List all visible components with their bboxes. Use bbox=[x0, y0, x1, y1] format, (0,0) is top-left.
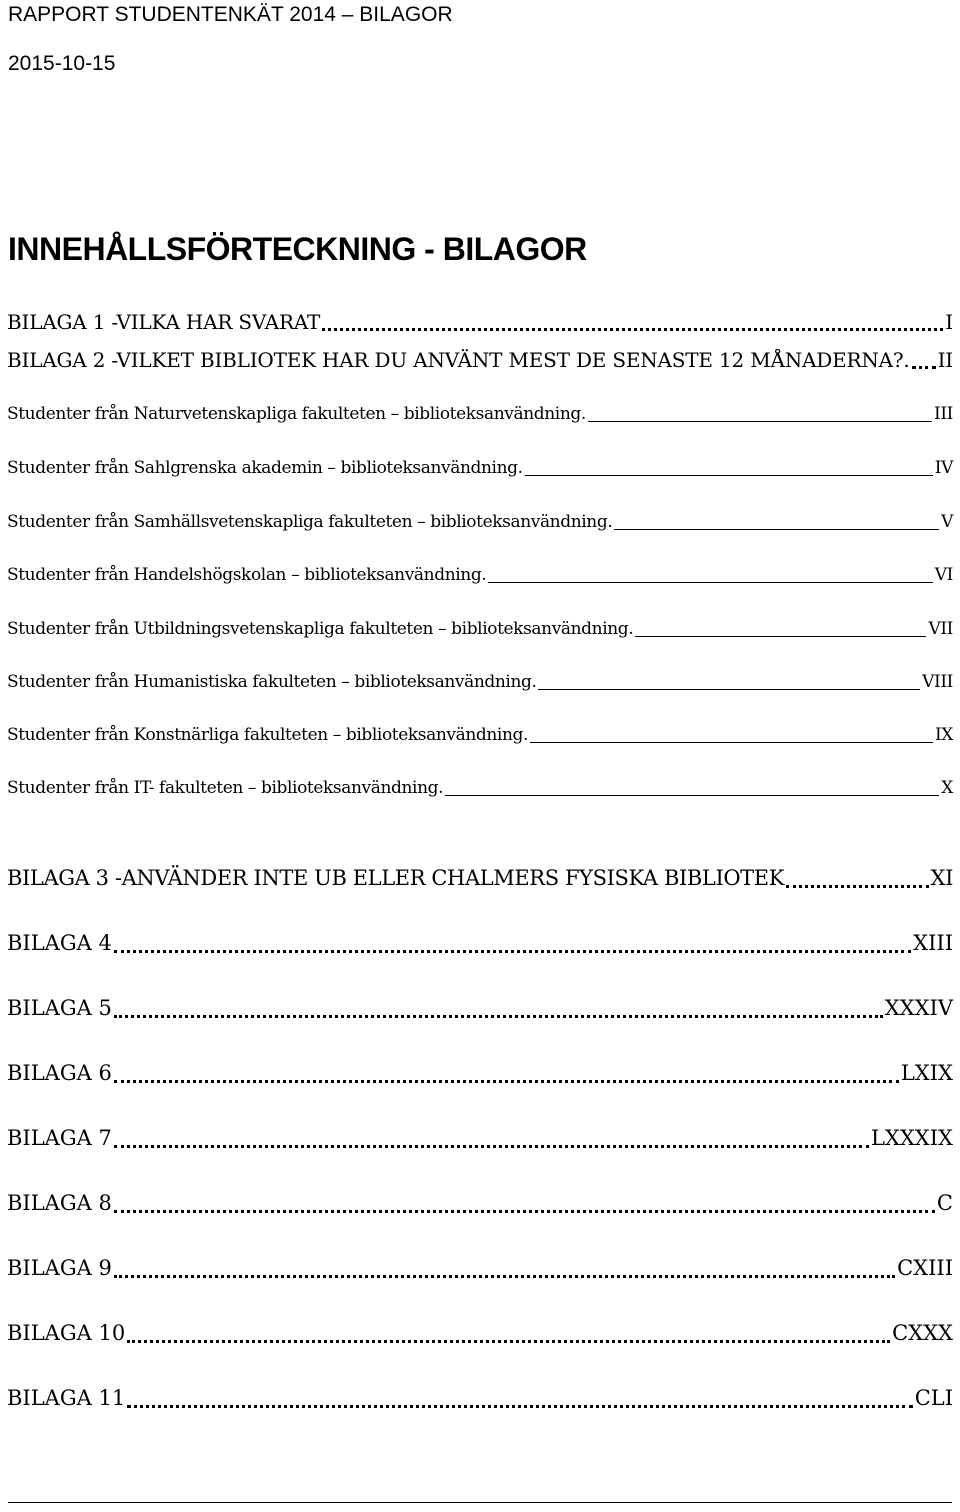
toc-entry-page: III bbox=[934, 404, 953, 424]
toc-entry-bilaga-10[interactable] bbox=[7, 1319, 953, 1347]
toc-entry-page: I bbox=[945, 310, 953, 334]
toc-entry-it-fakulteten[interactable] bbox=[7, 776, 953, 800]
toc-entry-bilaga-8[interactable] bbox=[7, 1189, 953, 1217]
toc-dot-leader bbox=[112, 1189, 937, 1217]
toc-entry-label: Studenter från Handelshögskolan – biblioteksanvändning. bbox=[7, 565, 487, 585]
toc-entry-page: X bbox=[941, 778, 953, 798]
toc-entry-sahlgrenska[interactable] bbox=[7, 456, 953, 480]
toc-entry-konstnarliga[interactable] bbox=[7, 723, 953, 747]
toc-entry-page: XXXIV bbox=[884, 996, 953, 1020]
toc-dot-leader bbox=[320, 309, 945, 335]
toc-line-leader bbox=[443, 776, 941, 800]
toc-entry-page: V bbox=[941, 512, 953, 532]
toc-line-leader bbox=[612, 510, 941, 534]
toc-entry-label: BILAGA 9 bbox=[7, 1256, 112, 1280]
toc-entry-label: BILAGA 5 bbox=[7, 996, 112, 1020]
footer-rule bbox=[8, 1502, 952, 1503]
toc-entry-label: BILAGA 10 bbox=[7, 1321, 126, 1345]
toc-entry-page: CXIII bbox=[897, 1256, 953, 1280]
toc-entry-samhallsvetenskapliga[interactable] bbox=[7, 510, 953, 534]
toc-entry-label: Studenter från Humanistiska fakulteten – biblioteksanvändning. bbox=[7, 672, 537, 692]
toc-entry-label: Studenter från Samhällsvetenskapliga fakulteten – biblioteksanvändning. bbox=[7, 512, 613, 532]
toc-dot-leader bbox=[784, 864, 931, 892]
toc-entry-label: Studenter från IT- fakulteten – biblioteksanvändning. bbox=[7, 778, 444, 798]
toc-entry-page: C bbox=[936, 1191, 953, 1215]
toc-line-leader bbox=[633, 617, 928, 641]
toc-entry-label: BILAGA 8 bbox=[7, 1191, 112, 1215]
toc-entry-label: BILAGA 2 -VILKET BIBLIOTEK HAR DU ANVÄNT MEST DE SENASTE 12 MÅNADERNA?. bbox=[7, 348, 910, 372]
toc-dot-leader bbox=[112, 929, 913, 957]
toc-entry-page: XI bbox=[930, 866, 953, 890]
toc-entry-page: VI bbox=[934, 565, 953, 585]
toc-entry-label: Studenter från Sahlgrenska akademin – biblioteksanvändning. bbox=[7, 458, 523, 478]
toc-entry-label: BILAGA 4 bbox=[7, 931, 112, 955]
toc-line-leader bbox=[536, 670, 922, 694]
toc-entry-bilaga-1[interactable] bbox=[7, 309, 953, 335]
toc-entry-bilaga-2[interactable] bbox=[7, 347, 953, 373]
toc-entry-bilaga-9[interactable] bbox=[7, 1254, 953, 1282]
toc-entry-page: XIII bbox=[913, 931, 953, 955]
toc-entry-naturvetenskapliga[interactable] bbox=[7, 402, 953, 426]
toc-dot-leader bbox=[112, 1254, 897, 1282]
toc-line-leader bbox=[586, 402, 934, 426]
toc-entry-bilaga-5[interactable] bbox=[7, 994, 953, 1022]
toc-dot-leader bbox=[125, 1384, 915, 1412]
toc-entry-label: BILAGA 7 bbox=[7, 1126, 112, 1150]
toc-line-leader bbox=[486, 563, 934, 587]
toc-line-leader bbox=[528, 723, 935, 747]
toc-entry-bilaga-4[interactable] bbox=[7, 929, 953, 957]
toc-entry-label: Studenter från Konstnärliga fakulteten – biblioteksanvändning. bbox=[7, 725, 528, 745]
toc-dot-leader bbox=[125, 1319, 892, 1347]
toc-dot-leader bbox=[112, 1124, 871, 1152]
toc-entry-page: CLI bbox=[914, 1386, 953, 1410]
toc-dot-leader bbox=[112, 994, 885, 1022]
document-header-title: RAPPORT STUDENTENKÄT 2014 – BILAGOR bbox=[8, 3, 453, 26]
toc-entry-page: LXIX bbox=[900, 1061, 953, 1085]
toc-entry-label: Studenter från Naturvetenskapliga fakulteten – biblioteksanvändning. bbox=[7, 404, 586, 424]
toc-line-leader bbox=[523, 456, 935, 480]
toc-entry-bilaga-11[interactable] bbox=[7, 1384, 953, 1412]
toc-entry-page: LXXXIX bbox=[870, 1126, 953, 1150]
toc-entry-label: BILAGA 6 bbox=[7, 1061, 112, 1085]
toc-entry-page: VIII bbox=[922, 672, 953, 692]
document-header-date: 2015-10-15 bbox=[8, 52, 116, 75]
toc-entry-page: CXXX bbox=[892, 1321, 953, 1345]
toc-entry-humanistiska[interactable] bbox=[7, 670, 953, 694]
toc-entry-page: II bbox=[937, 348, 953, 372]
toc-entry-handelshogskolan[interactable] bbox=[7, 563, 953, 587]
toc-entry-page: IV bbox=[934, 458, 953, 478]
toc-entry-bilaga-6[interactable] bbox=[7, 1059, 953, 1087]
toc-entry-page: IX bbox=[934, 725, 953, 745]
toc-dot-leader bbox=[910, 347, 938, 373]
toc-entry-utbildningsvetenskapliga[interactable] bbox=[7, 617, 953, 641]
toc-entry-label: BILAGA 11 bbox=[7, 1386, 126, 1410]
toc-entry-page: VII bbox=[928, 619, 953, 639]
toc-entry-bilaga-7[interactable] bbox=[7, 1124, 953, 1152]
toc-dot-leader bbox=[112, 1059, 901, 1087]
toc-heading: INNEHÅLLSFÖRTECKNING - BILAGOR bbox=[8, 231, 587, 267]
toc-entry-label: BILAGA 1 -VILKA HAR SVARAT bbox=[7, 310, 321, 334]
toc-entry-bilaga-3[interactable] bbox=[7, 864, 953, 892]
toc-entry-label: BILAGA 3 -ANVÄNDER INTE UB ELLER CHALMERS FYSISKA BIBLIOTEK bbox=[7, 866, 785, 890]
toc-entry-label: Studenter från Utbildningsvetenskapliga fakulteten – biblioteksanvändning. bbox=[7, 619, 634, 639]
